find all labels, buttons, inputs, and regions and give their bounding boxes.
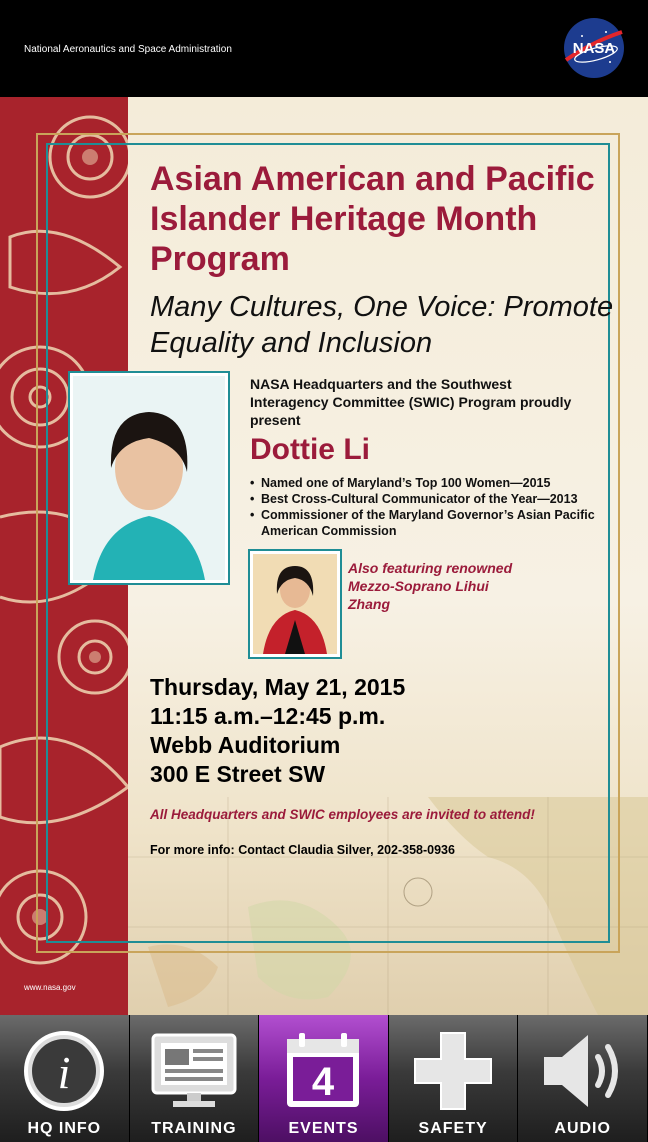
featured-singer-photo [250, 551, 340, 657]
speaker-achievements [250, 475, 620, 539]
event-venue: Webb Auditorium [150, 732, 341, 758]
calendar-icon [281, 1029, 365, 1113]
monitor-icon [149, 1031, 239, 1111]
app-header [0, 0, 648, 97]
presenter-text: NASA Headquarters and the Southwest Interagency Committee (SWIC) Program proudly present [250, 376, 572, 428]
website-text: www.nasa.gov [24, 983, 76, 992]
invite-text: All Headquarters and SWIC employees are invited to attend! [150, 807, 535, 822]
event-date: Thursday, May 21, 2015 [150, 674, 406, 700]
tab-label: SAFETY [418, 1120, 488, 1137]
speaker-photo [70, 373, 228, 583]
tab-label: TRAINING [151, 1120, 237, 1137]
nasa-logo-icon [562, 16, 626, 80]
event-address: 300 E Street SW [150, 761, 326, 787]
also-featuring-text: Also featuring renowned Mezzo-Soprano Lihui Zhang [348, 560, 513, 612]
event-time: 11:15 a.m.–12:45 p.m. [150, 703, 386, 729]
svg-text:NASA: NASA [572, 40, 616, 57]
events-badge: 4 [312, 1060, 335, 1104]
poster-title: Asian American and Pacific Islander Heritage Month Program [150, 160, 595, 278]
speaker-icon [538, 1029, 628, 1113]
event-details [150, 673, 405, 789]
tab-audio[interactable] [518, 1015, 648, 1142]
plus-cross-icon [411, 1029, 495, 1113]
event-poster [0, 97, 648, 1015]
poster-subtitle: Many Cultures, One Voice: Promote Equality and Inclusion [150, 291, 614, 359]
tab-events[interactable] [259, 1015, 389, 1142]
agency-name: National Aeronautics and Space Administration [24, 44, 232, 55]
tab-safety[interactable] [389, 1015, 519, 1142]
list-item: • Named one of Maryland’s Top 100 Women—2015 [250, 475, 620, 491]
tab-hq-info[interactable] [0, 1015, 130, 1142]
tab-training[interactable] [130, 1015, 260, 1142]
speaker-name: Dottie Li [250, 433, 370, 466]
tab-label: AUDIO [554, 1120, 611, 1137]
list-item: • Commissioner of the Maryland Governor’s Asian Pacific American Commission [250, 507, 620, 539]
info-icon [21, 1028, 107, 1114]
bottom-nav [0, 1015, 648, 1142]
list-item: • Best Cross-Cultural Communicator of the Year—2013 [250, 491, 620, 507]
tab-label: EVENTS [288, 1120, 359, 1137]
contact-info: For more info: Contact Claudia Silver, 202-358-0936 [150, 843, 455, 857]
tab-label: HQ INFO [27, 1120, 102, 1137]
svg-text:i: i [57, 1047, 71, 1098]
